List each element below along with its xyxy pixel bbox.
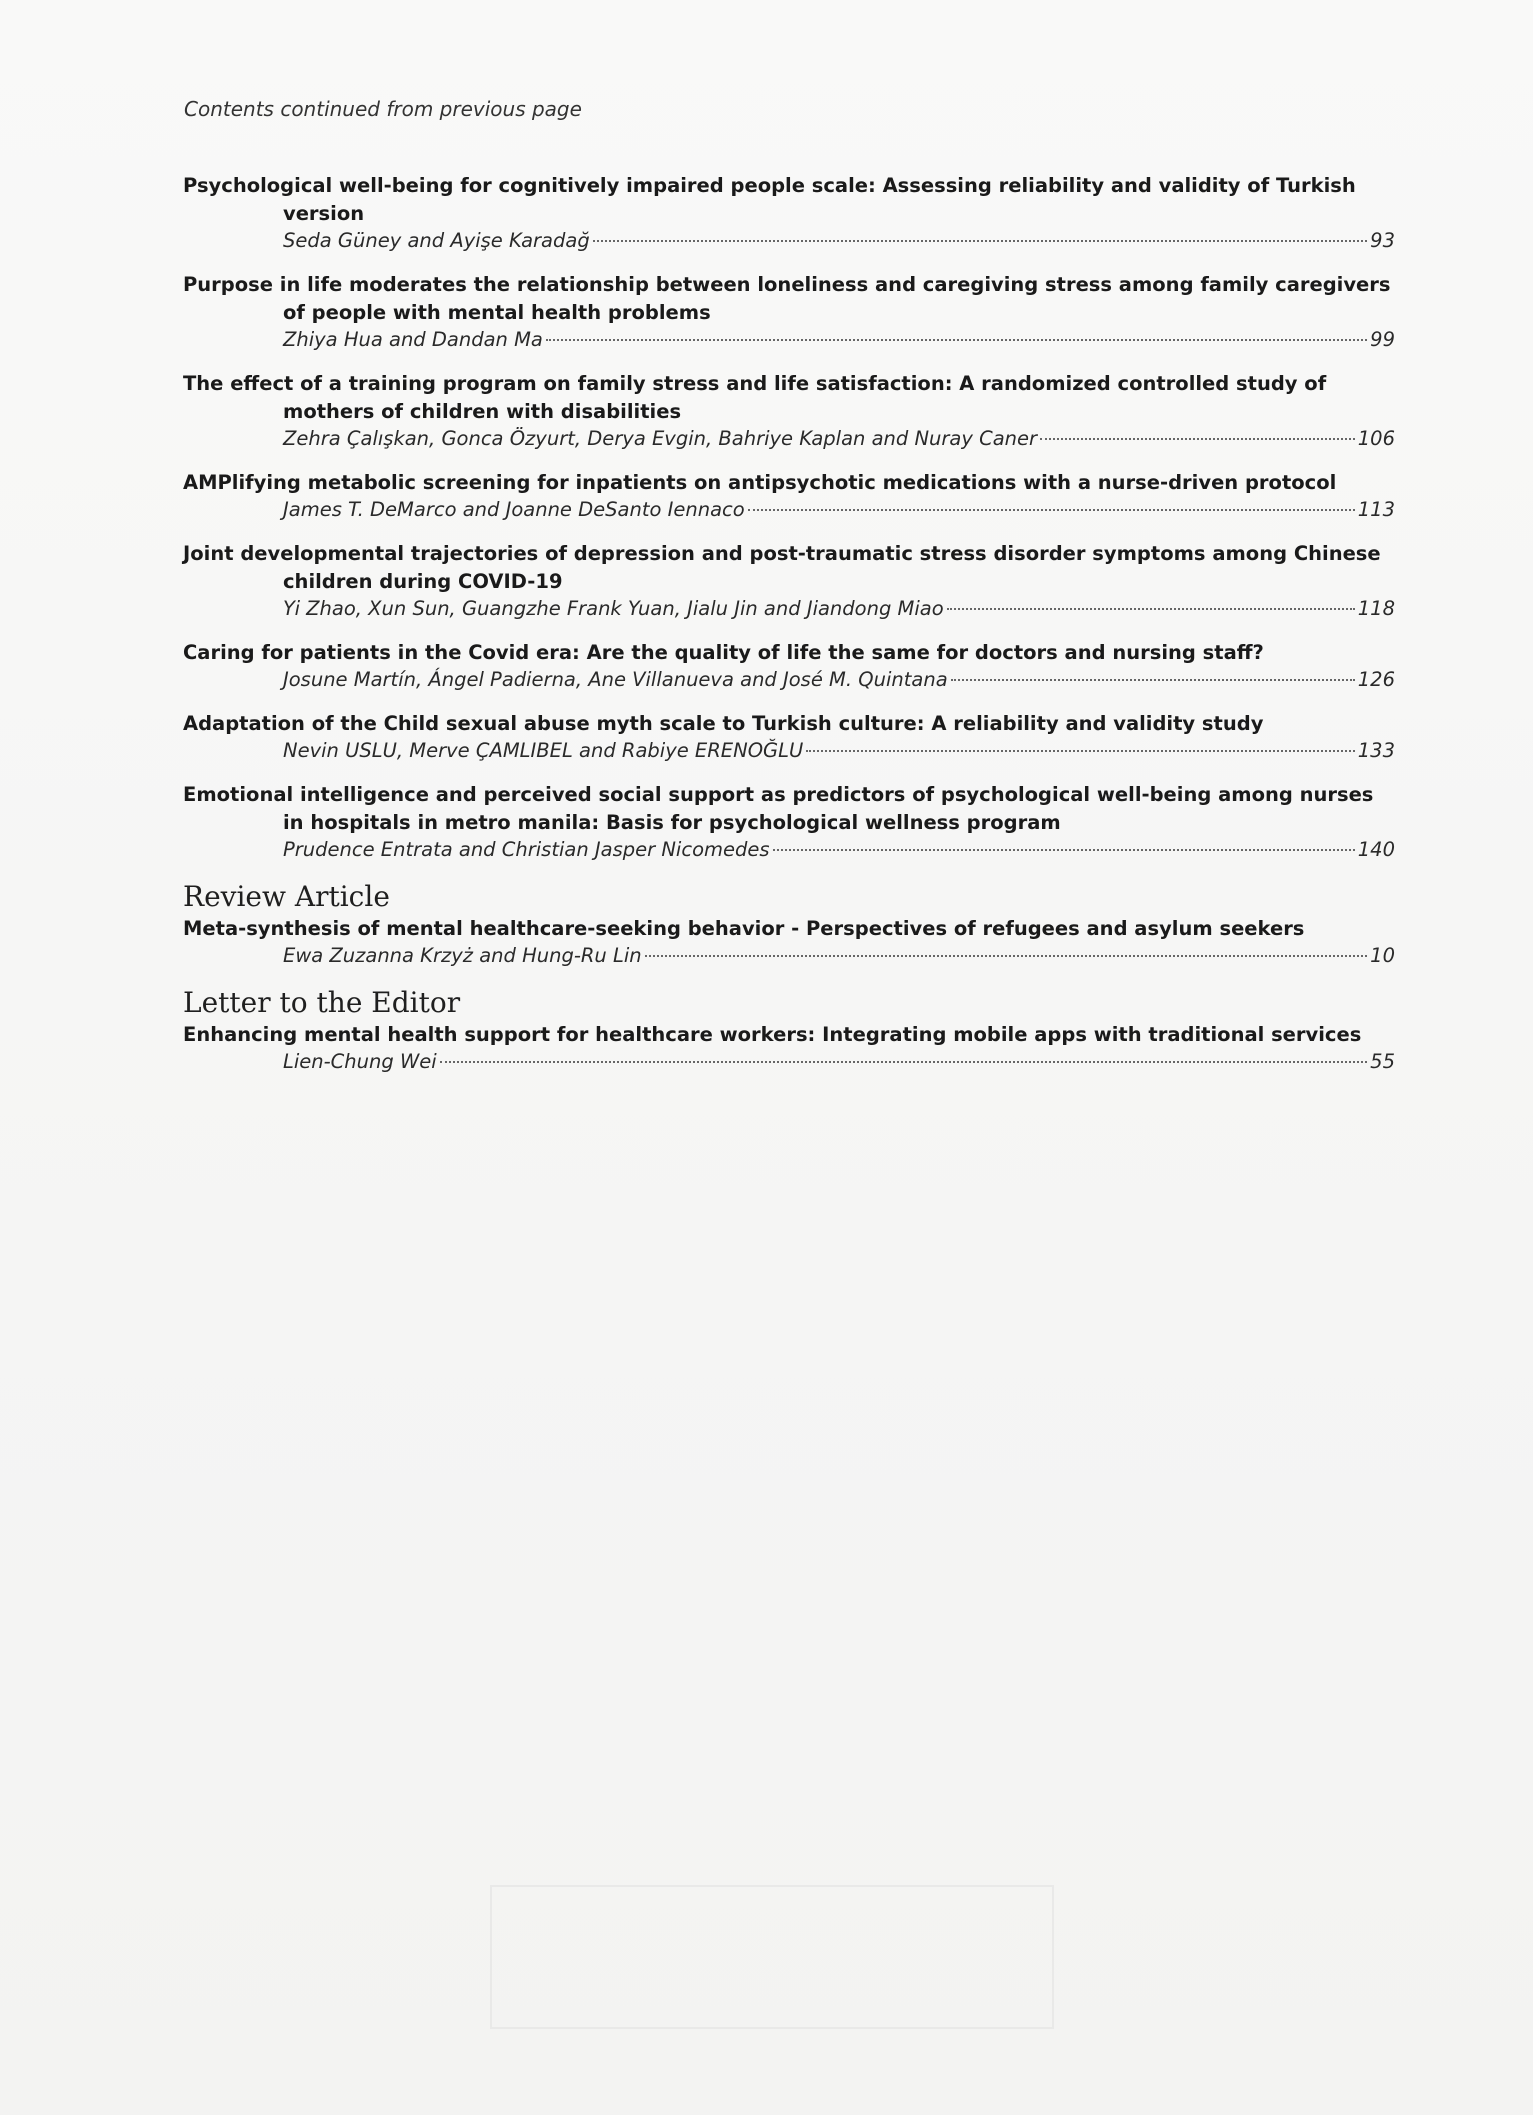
authors-line bbox=[183, 1049, 1395, 1075]
authors-line bbox=[183, 596, 1395, 622]
authors-line bbox=[183, 667, 1395, 693]
dot-leader bbox=[951, 679, 1355, 681]
dot-leader bbox=[546, 339, 1367, 341]
article-title: Purpose in life moderates the relationship between loneliness and caregiving stress among family caregivers of people with mental health problems bbox=[183, 273, 1391, 324]
continued-note: Contents continued from previous page bbox=[184, 97, 582, 121]
article-title: Psychological well-being for cognitively impaired people scale: Assessing reliability and validity of Turkish version bbox=[183, 174, 1356, 225]
dot-leader bbox=[947, 608, 1355, 610]
article-authors: Prudence Entrata and Christian Jasper Nicomedes bbox=[283, 838, 770, 861]
authors-line bbox=[183, 738, 1395, 764]
authors-line bbox=[183, 426, 1395, 452]
article-authors: Nevin USLU, Merve ÇAMLIBEL and Rabiye ERENOĞLU bbox=[283, 739, 804, 762]
toc-entry bbox=[183, 469, 1395, 523]
toc-entry bbox=[183, 172, 1395, 254]
authors-line bbox=[183, 497, 1395, 523]
bleed-through-box bbox=[490, 1885, 1054, 2029]
toc-entry bbox=[183, 271, 1395, 353]
dot-leader bbox=[440, 1061, 1368, 1063]
toc-entry bbox=[183, 915, 1395, 969]
article-title: Adaptation of the Child sexual abuse myth scale to Turkish culture: A reliability and validity study bbox=[183, 712, 1264, 735]
toc-entry bbox=[183, 370, 1395, 452]
table-of-contents bbox=[183, 172, 1395, 1092]
page-number: 55 bbox=[1370, 1050, 1395, 1073]
dot-leader bbox=[1040, 438, 1355, 440]
article-title: AMPlifying metabolic screening for inpatients on antipsychotic medications with a nurse-driven protocol bbox=[183, 471, 1337, 494]
article-title: Enhancing mental health support for healthcare workers: Integrating mobile apps with traditional services bbox=[183, 1023, 1362, 1046]
section-heading-letter: Letter to the Editor bbox=[183, 986, 461, 1019]
article-authors: James T. DeMarco and Joanne DeSanto Iennaco bbox=[283, 498, 745, 521]
page-number: 126 bbox=[1357, 668, 1395, 691]
article-title: Emotional intelligence and perceived social support as predictors of psychological well-being among nurses in hospitals in metro manila: Basis for psychological wellness program bbox=[183, 783, 1374, 834]
article-authors: Seda Güney and Ayişe Karadağ bbox=[283, 229, 590, 252]
article-authors: Zehra Çalışkan, Gonca Özyurt, Derya Evgin, Bahriye Kaplan and Nuray Caner bbox=[283, 427, 1038, 450]
article-authors: Ewa Zuzanna Krzyż and Hung-Ru Lin bbox=[283, 944, 642, 967]
toc-entry bbox=[183, 639, 1395, 693]
dot-leader bbox=[806, 750, 1354, 752]
authors-line bbox=[183, 228, 1395, 254]
toc-entry bbox=[183, 781, 1395, 863]
article-authors: Lien-Chung Wei bbox=[283, 1050, 437, 1073]
authors-line bbox=[183, 327, 1395, 353]
article-authors: Yi Zhao, Xun Sun, Guangzhe Frank Yuan, Jialu Jin and Jiandong Miao bbox=[283, 597, 944, 620]
page-number: 93 bbox=[1370, 229, 1395, 252]
article-title: Joint developmental trajectories of depression and post-traumatic stress disorder symptoms among Chinese children during COVID-19 bbox=[183, 542, 1381, 593]
article-authors: Josune Martín, Ángel Padierna, Ane Villanueva and José M. Quintana bbox=[283, 668, 948, 691]
toc-entry bbox=[183, 540, 1395, 622]
page-number: 106 bbox=[1357, 427, 1395, 450]
toc-entry bbox=[183, 710, 1395, 764]
page-number: 10 bbox=[1370, 944, 1395, 967]
dot-leader bbox=[645, 955, 1368, 957]
authors-line bbox=[183, 837, 1395, 863]
dot-leader bbox=[593, 240, 1367, 242]
toc-entry bbox=[183, 1021, 1395, 1075]
dot-leader bbox=[748, 509, 1355, 511]
page-number: 118 bbox=[1357, 597, 1395, 620]
page-number: 113 bbox=[1357, 498, 1395, 521]
page-number: 99 bbox=[1370, 328, 1395, 351]
page-number: 133 bbox=[1357, 739, 1395, 762]
authors-line bbox=[183, 943, 1395, 969]
article-authors: Zhiya Hua and Dandan Ma bbox=[283, 328, 543, 351]
article-title: The effect of a training program on family stress and life satisfaction: A randomized controlled study of mothers of children with disabilities bbox=[183, 372, 1327, 423]
article-title: Caring for patients in the Covid era: Are the quality of life the same for doctors and nursing staff? bbox=[183, 641, 1264, 664]
page-number: 140 bbox=[1357, 838, 1395, 861]
section-heading-review: Review Article bbox=[183, 880, 390, 913]
dot-leader bbox=[773, 849, 1355, 851]
article-title: Meta-synthesis of mental healthcare-seeking behavior - Perspectives of refugees and asylum seekers bbox=[183, 917, 1305, 940]
